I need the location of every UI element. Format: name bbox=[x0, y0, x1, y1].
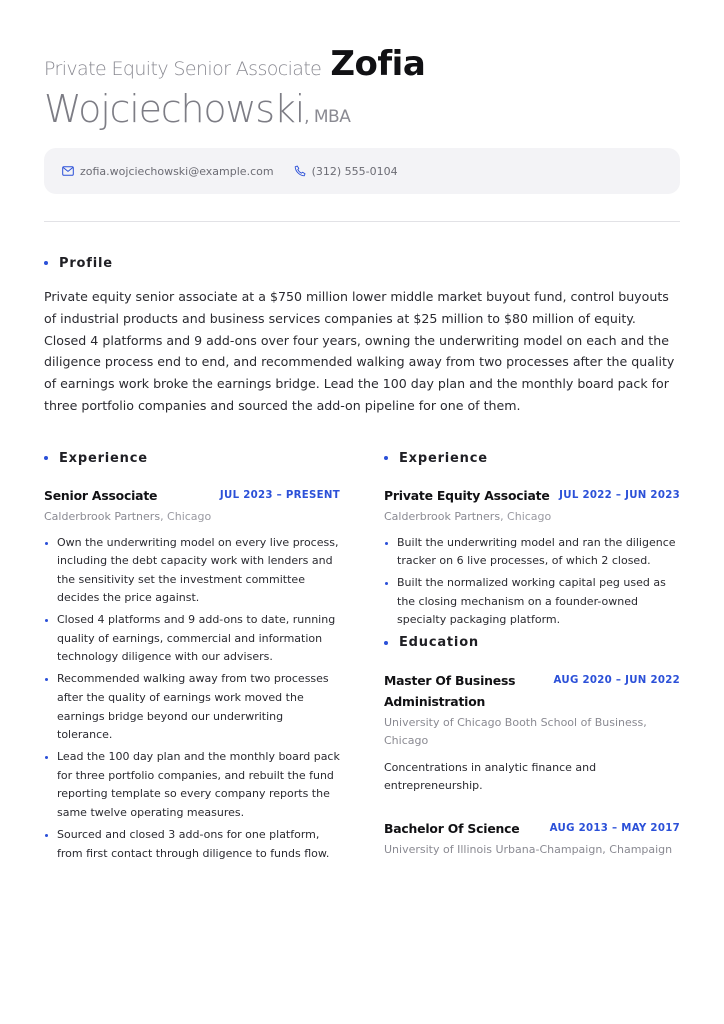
profile-summary: Private equity senior associate at a $750 million lower middle market buyout fund, control buyouts of industrial products and business services companies at $25 million to $80 million of equity. Closed 4 platforms and 9 add-ons over four years, owning the underwriting model on each and the diligence process end to end, and recommended walking away from two processes after the quality of earnings work broke the earnings bridge. Lead the 100 day plan and the monthly board pack for three portfolio companies and sourced the add-on pipeline for one of them. bbox=[44, 289, 675, 413]
education-dates: AUG 2020 – JUN 2022 bbox=[553, 674, 680, 686]
job-company bbox=[44, 508, 340, 527]
education-heading-text: Education bbox=[399, 635, 479, 651]
list-item: Lead the 100 day plan and the monthly board pack for three portfolio companies, and rebuilt the fund reporting template so every company reports the same twelve operating measures. bbox=[44, 748, 340, 822]
experience-right-column bbox=[384, 449, 680, 860]
job-entry-header bbox=[384, 485, 680, 506]
list-item: Built the normalized working capital peg used as the closing mechanism on a founder-owned specialty packaging platform. bbox=[384, 574, 680, 630]
profile-heading-text: Profile bbox=[59, 255, 113, 271]
school-name: University of Illinois Urbana-Champaign, Champaign bbox=[384, 843, 673, 857]
company-location: , Chicago bbox=[500, 510, 552, 523]
list-item: Built the underwriting model and ran the diligence tracker on 6 live processes, of which 2 closed. bbox=[384, 534, 680, 571]
experience-left-column bbox=[44, 449, 340, 867]
contact-phone[interactable] bbox=[294, 165, 398, 178]
contact-bar bbox=[44, 148, 680, 194]
profile-section bbox=[44, 254, 680, 417]
phone-text: (312) 555-0104 bbox=[311, 164, 398, 178]
job-title: Private Equity Senior Associate bbox=[44, 58, 322, 80]
bullet-dot-icon bbox=[44, 261, 48, 265]
profile-heading bbox=[44, 254, 680, 272]
last-name: Wojciechowski bbox=[44, 87, 305, 131]
job-bullets bbox=[384, 534, 680, 630]
header-divider bbox=[44, 221, 680, 222]
list-item: Sourced and closed 3 add-ons for one platform, from first contact through diligence to funds flow. bbox=[44, 826, 340, 863]
title-line bbox=[44, 44, 680, 90]
company-location: , Chicago bbox=[160, 510, 212, 523]
experience-heading bbox=[44, 449, 340, 467]
bullet-dot-icon bbox=[44, 456, 48, 460]
job-entry-header bbox=[44, 485, 340, 506]
job-title-entry: Private Equity Associate bbox=[384, 488, 550, 503]
list-item: Own the underwriting model on every live process, including the debt capacity work with lenders and the sensitivity set the investment committee decides the price against. bbox=[44, 534, 340, 608]
education-entry-header bbox=[384, 670, 680, 712]
job-dates: JUL 2022 – JUN 2023 bbox=[559, 490, 680, 501]
first-name: Zofia bbox=[330, 44, 426, 84]
company-name: Calderbrook Partners bbox=[44, 510, 161, 523]
bullet-dot-icon bbox=[384, 641, 388, 645]
job-company bbox=[384, 508, 680, 527]
mail-icon bbox=[62, 166, 74, 176]
job-dates: JUL 2023 – PRESENT bbox=[219, 490, 340, 501]
contact-email[interactable] bbox=[62, 165, 274, 178]
name-suffix: , MBA bbox=[304, 107, 351, 127]
experience-heading-text: Experience bbox=[399, 450, 488, 466]
resume-header bbox=[44, 44, 680, 140]
education-note: Concentrations in analytic finance and entrepreneurship. bbox=[384, 760, 597, 793]
school-name: University of Chicago Booth School of Business, Chicago bbox=[384, 715, 647, 748]
name-line bbox=[44, 86, 680, 140]
education-dates: AUG 2013 – MAY 2017 bbox=[549, 823, 680, 835]
list-item: Closed 4 platforms and 9 add-ons to date, running quality of earnings, commercial and information technology diligence with our advisers. bbox=[44, 611, 340, 667]
experience-heading bbox=[384, 449, 680, 467]
education-entry-header bbox=[384, 818, 680, 839]
education-heading bbox=[384, 634, 680, 652]
list-item: Recommended walking away from two processes after the quality of earnings work moved the earnings bridge beyond our underwriting tolerance. bbox=[44, 670, 340, 744]
job-bullets bbox=[44, 534, 340, 864]
job-title-entry: Senior Associate bbox=[44, 488, 158, 503]
bullet-dot-icon bbox=[384, 456, 388, 460]
experience-heading-text: Experience bbox=[59, 450, 148, 466]
email-text: zofia.wojciechowski@example.com bbox=[80, 164, 274, 178]
phone-icon bbox=[294, 165, 306, 177]
company-name: Calderbrook Partners bbox=[384, 510, 501, 523]
degree-title: Bachelor Of Science bbox=[384, 821, 520, 837]
degree-title: Master Of Business Administration bbox=[384, 672, 516, 709]
